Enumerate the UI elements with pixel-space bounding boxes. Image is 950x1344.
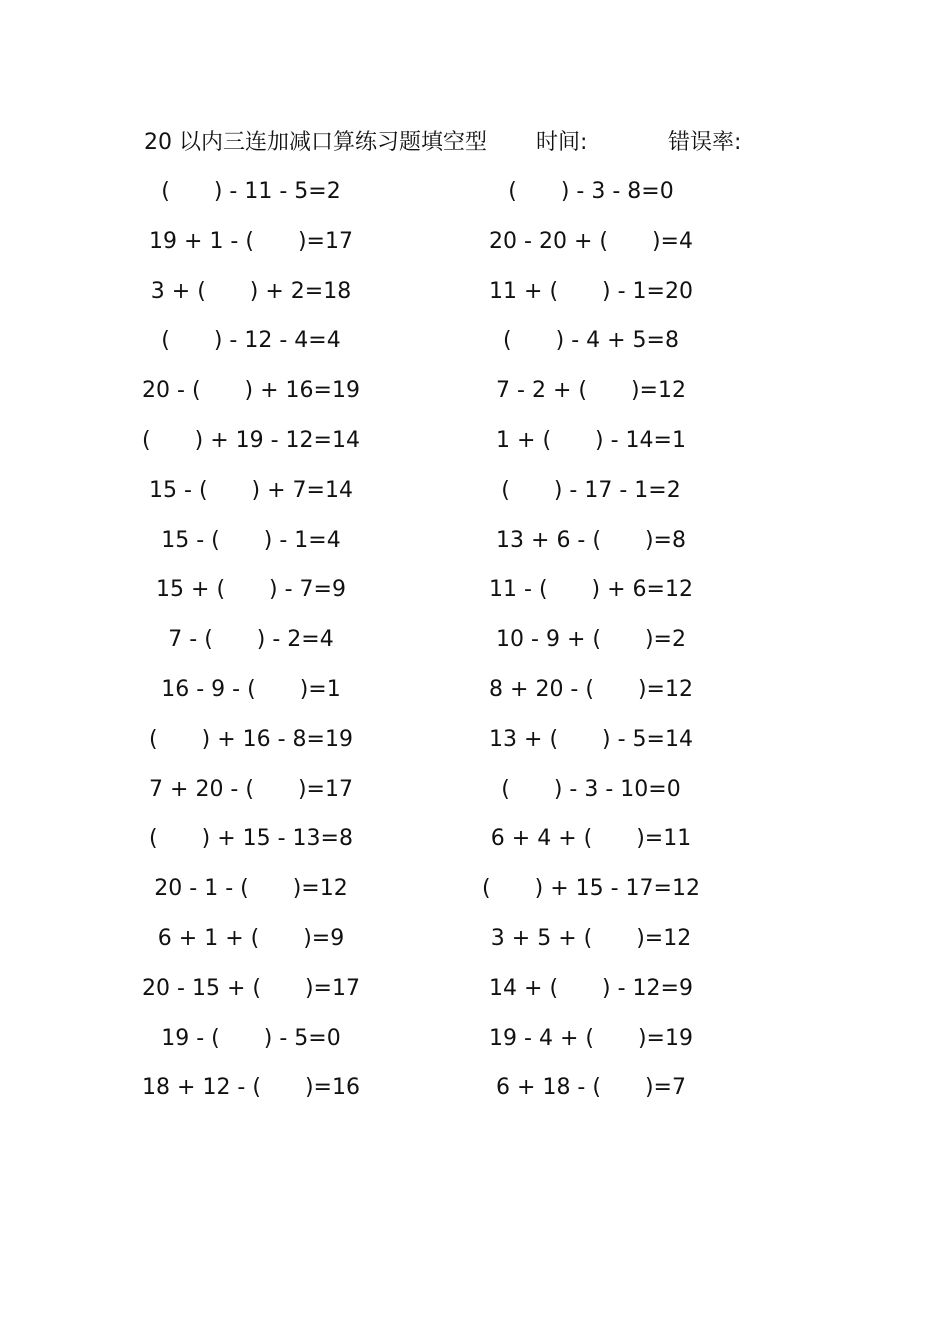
problem-row [140, 423, 700, 473]
problem-right: ( ) - 17 - 1=2 [501, 477, 681, 503]
problem-left: 6 + 1 + ( )=9 [157, 925, 345, 951]
problem-right: 6 + 4 + ( )=11 [490, 826, 692, 852]
error-rate-label: 错误率: [668, 130, 742, 155]
problem-right: ( ) + 15 - 17=12 [482, 876, 700, 902]
problem-grid [140, 174, 700, 1120]
problem-left: 18 + 12 - ( )=16 [142, 1075, 360, 1101]
problem-left: 20 - 1 - ( )=12 [154, 876, 348, 902]
problem-left: 20 - ( ) + 16=19 [142, 378, 360, 404]
problem-left: ( ) + 16 - 8=19 [149, 726, 353, 752]
problem-right: 20 - 20 + ( )=4 [489, 228, 693, 254]
problem-left: 15 + ( ) - 7=9 [156, 577, 346, 603]
problem-right: ( ) - 3 - 10=0 [501, 776, 681, 802]
problem-right: 11 + ( ) - 1=20 [489, 278, 693, 304]
problem-right: 6 + 18 - ( )=7 [496, 1075, 686, 1101]
problem-row [140, 1070, 700, 1120]
problem-right: 19 - 4 + ( )=19 [489, 1025, 693, 1051]
time-label: 时间: [536, 130, 588, 155]
problem-right: 8 + 20 - ( )=12 [489, 676, 693, 702]
problem-row [140, 772, 700, 822]
problem-row [140, 871, 700, 921]
problem-right: 7 - 2 + ( )=12 [496, 378, 686, 404]
problem-left: 19 - ( ) - 5=0 [161, 1025, 341, 1051]
problem-right: 11 - ( ) + 6=12 [489, 577, 693, 603]
problem-row [140, 821, 700, 871]
problem-left: ( ) + 19 - 12=14 [142, 427, 360, 453]
problem-row [140, 1021, 700, 1071]
problem-row [140, 224, 700, 274]
problem-row [140, 373, 700, 423]
problem-left: 15 - ( ) + 7=14 [149, 477, 353, 503]
problem-row [140, 323, 700, 373]
problem-right: 3 + 5 + ( )=12 [490, 925, 692, 951]
problem-left: 3 + ( ) + 2=18 [150, 278, 352, 304]
worksheet-header [144, 126, 784, 160]
problem-left: ( ) - 12 - 4=4 [161, 328, 341, 354]
problem-left: 7 + 20 - ( )=17 [149, 776, 353, 802]
problem-right: ( ) - 4 + 5=8 [503, 328, 679, 354]
problem-right: 13 + 6 - ( )=8 [496, 527, 686, 553]
worksheet-title: 20 以内三连加减口算练习题填空型 [144, 130, 487, 155]
problem-right: ( ) - 3 - 8=0 [508, 179, 674, 204]
problem-row [140, 921, 700, 971]
problem-left: ( ) + 15 - 13=8 [149, 826, 353, 852]
problem-row [140, 622, 700, 672]
problem-row [140, 473, 700, 523]
problem-row [140, 174, 700, 224]
problem-row [140, 672, 700, 722]
problem-left: 20 - 15 + ( )=17 [142, 975, 360, 1001]
problem-row [140, 722, 700, 772]
problem-right: 10 - 9 + ( )=2 [496, 627, 686, 653]
problem-right: 1 + ( ) - 14=1 [496, 427, 686, 453]
problem-left: 16 - 9 - ( )=1 [161, 676, 341, 702]
problem-row [140, 523, 700, 573]
problem-row [140, 971, 700, 1021]
problem-left: ( ) - 11 - 5=2 [161, 179, 341, 204]
problem-left: 15 - ( ) - 1=4 [161, 527, 341, 553]
problem-row [140, 274, 700, 324]
problem-row [140, 572, 700, 622]
problem-left: 7 - ( ) - 2=4 [168, 627, 334, 653]
problem-left: 19 + 1 - ( )=17 [149, 228, 353, 254]
problem-right: 14 + ( ) - 12=9 [489, 975, 693, 1001]
problem-right: 13 + ( ) - 5=14 [489, 726, 693, 752]
